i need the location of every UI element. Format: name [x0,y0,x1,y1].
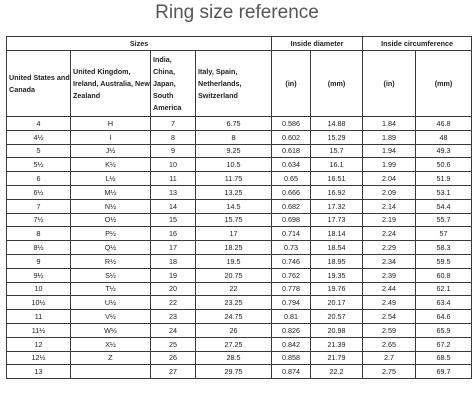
table-row [7,199,472,213]
cell-diameter-in: 0.602 [272,130,311,144]
cell-circumference-in: 2.39 [363,268,416,282]
cell-circumference-in: 2.59 [363,323,416,337]
column-header-diameter-in: (in) [272,51,311,117]
cell-diameter-in: 0.858 [272,351,311,365]
cell-circumference-mm: 57 [416,227,472,241]
table-row [7,282,472,296]
cell-circumference-in: 1.84 [363,117,416,131]
cell-circumference-mm: 67.2 [416,337,472,351]
cell-eu-size: 19.5 [196,254,272,268]
cell-circumference-in: 2.14 [363,199,416,213]
cell-asia-size: 26 [151,351,196,365]
cell-us-size: 5 [7,144,71,158]
cell-diameter-in: 0.81 [272,310,311,324]
cell-eu-size: 18.25 [196,241,272,255]
cell-uk-size: J½ [71,144,151,158]
cell-uk-size: I [71,130,151,144]
cell-asia-size: 18 [151,254,196,268]
cell-asia-size: 19 [151,268,196,282]
cell-asia-size: 13 [151,185,196,199]
cell-uk-size: P½ [71,227,151,241]
cell-eu-size: 24.75 [196,310,272,324]
column-header-us-canada: United States and Canada [7,51,71,117]
cell-asia-size: 24 [151,323,196,337]
cell-circumference-mm: 46.8 [416,117,472,131]
cell-uk-size: Q½ [71,241,151,255]
cell-eu-size: 8 [196,130,272,144]
column-header-diameter-mm: (mm) [311,51,363,117]
cell-circumference-mm: 50.6 [416,158,472,172]
table-row [7,310,472,324]
cell-diameter-in: 0.682 [272,199,311,213]
cell-eu-size: 22 [196,282,272,296]
cell-asia-size: 20 [151,282,196,296]
cell-asia-size: 23 [151,310,196,324]
cell-circumference-in: 1.89 [363,130,416,144]
cell-asia-size: 27 [151,365,196,379]
cell-diameter-in: 0.698 [272,213,311,227]
cell-uk-size: H [71,117,151,131]
cell-circumference-mm: 69.7 [416,365,472,379]
cell-us-size: 6 [7,172,71,186]
cell-us-size: 7½ [7,213,71,227]
column-header-uk-ireland-australia-nz: United Kingdom, Ireland, Australia, New Zealand [71,51,151,117]
cell-us-size: 12½ [7,351,71,365]
cell-us-size: 10 [7,282,71,296]
cell-diameter-in: 0.826 [272,323,311,337]
cell-diameter-mm: 22.2 [311,365,363,379]
cell-circumference-in: 2.24 [363,227,416,241]
cell-uk-size: U½ [71,296,151,310]
cell-diameter-mm: 16.1 [311,158,363,172]
table-body [7,117,472,379]
cell-asia-size: 25 [151,337,196,351]
cell-eu-size: 28.5 [196,351,272,365]
cell-diameter-mm: 20.57 [311,310,363,324]
cell-us-size: 12 [7,337,71,351]
cell-asia-size: 9 [151,144,196,158]
cell-eu-size: 13.25 [196,185,272,199]
cell-uk-size: R½ [71,254,151,268]
cell-asia-size: 8 [151,130,196,144]
cell-circumference-in: 2.49 [363,296,416,310]
cell-uk-size: X½ [71,337,151,351]
table-row [7,213,472,227]
cell-circumference-in: 2.29 [363,241,416,255]
column-header-circumference-in: (in) [363,51,416,117]
cell-circumference-mm: 55.7 [416,213,472,227]
cell-circumference-mm: 62.1 [416,282,472,296]
cell-circumference-in: 2.7 [363,351,416,365]
cell-circumference-in: 2.65 [363,337,416,351]
cell-eu-size: 26 [196,323,272,337]
cell-eu-size: 11.75 [196,172,272,186]
table-row [7,254,472,268]
cell-circumference-mm: 48 [416,130,472,144]
cell-uk-size: T½ [71,282,151,296]
cell-eu-size: 9.25 [196,144,272,158]
cell-diameter-mm: 19.35 [311,268,363,282]
cell-diameter-mm: 18.54 [311,241,363,255]
table-row [7,158,472,172]
cell-circumference-mm: 53.1 [416,185,472,199]
group-header-inside-circumference: Inside circumference [363,37,472,51]
table-row [7,296,472,310]
cell-circumference-in: 2.54 [363,310,416,324]
cell-diameter-in: 0.634 [272,158,311,172]
cell-circumference-in: 2.34 [363,254,416,268]
cell-circumference-mm: 49.3 [416,144,472,158]
table-row [7,323,472,337]
cell-uk-size: K½ [71,158,151,172]
cell-us-size: 6½ [7,185,71,199]
cell-eu-size: 17 [196,227,272,241]
cell-eu-size: 6.75 [196,117,272,131]
cell-eu-size: 14.5 [196,199,272,213]
cell-us-size: 11 [7,310,71,324]
cell-eu-size: 29.75 [196,365,272,379]
cell-us-size: 9½ [7,268,71,282]
cell-diameter-in: 0.762 [272,268,311,282]
cell-uk-size: O½ [71,213,151,227]
cell-diameter-mm: 21.79 [311,351,363,365]
cell-asia-size: 14 [151,199,196,213]
cell-eu-size: 15.75 [196,213,272,227]
cell-diameter-mm: 20.98 [311,323,363,337]
cell-circumference-mm: 54.4 [416,199,472,213]
table-row [7,241,472,255]
cell-uk-size: W½ [71,323,151,337]
cell-asia-size: 11 [151,172,196,186]
cell-diameter-in: 0.618 [272,144,311,158]
cell-us-size: 9 [7,254,71,268]
cell-diameter-mm: 15.29 [311,130,363,144]
cell-eu-size: 20.75 [196,268,272,282]
cell-eu-size: 27.25 [196,337,272,351]
table-row [7,130,472,144]
column-header-india-china-japan-south-america: India, China, Japan, South America [151,51,196,117]
cell-circumference-in: 2.09 [363,185,416,199]
cell-diameter-mm: 17.32 [311,199,363,213]
cell-diameter-mm: 20.17 [311,296,363,310]
cell-asia-size: 15 [151,213,196,227]
cell-us-size: 7 [7,199,71,213]
cell-asia-size: 10 [151,158,196,172]
table-row [7,337,472,351]
cell-circumference-in: 1.94 [363,144,416,158]
cell-circumference-mm: 59.5 [416,254,472,268]
cell-diameter-mm: 17.73 [311,213,363,227]
cell-diameter-mm: 18.14 [311,227,363,241]
cell-eu-size: 10.5 [196,158,272,172]
table-row [7,185,472,199]
cell-us-size: 4 [7,117,71,131]
ring-size-table [6,36,472,379]
cell-uk-size: L½ [71,172,151,186]
cell-diameter-mm: 21.39 [311,337,363,351]
table-row [7,117,472,131]
cell-asia-size: 16 [151,227,196,241]
table-row [7,144,472,158]
cell-diameter-mm: 19.76 [311,282,363,296]
table-row [7,351,472,365]
cell-uk-size: N½ [71,199,151,213]
cell-asia-size: 17 [151,241,196,255]
cell-circumference-mm: 60.8 [416,268,472,282]
cell-asia-size: 7 [151,117,196,131]
cell-circumference-mm: 65.9 [416,323,472,337]
column-header-circumference-mm: (mm) [416,51,472,117]
cell-circumference-mm: 51.9 [416,172,472,186]
table-row [7,365,472,379]
cell-diameter-in: 0.842 [272,337,311,351]
cell-uk-size: S½ [71,268,151,282]
cell-diameter-in: 0.666 [272,185,311,199]
cell-circumference-in: 2.04 [363,172,416,186]
cell-circumference-in: 1.99 [363,158,416,172]
page-title: Ring size reference [155,2,319,23]
cell-us-size: 11½ [7,323,71,337]
group-header-sizes: Sizes [7,37,272,51]
cell-diameter-mm: 16.51 [311,172,363,186]
cell-us-size: 8 [7,227,71,241]
cell-diameter-in: 0.778 [272,282,311,296]
cell-us-size: 13 [7,365,71,379]
cell-us-size: 10½ [7,296,71,310]
cell-uk-size: Z [71,351,151,365]
group-header-inside-diameter: Inside diameter [272,37,363,51]
cell-diameter-mm: 16.92 [311,185,363,199]
cell-us-size: 8½ [7,241,71,255]
cell-diameter-in: 0.794 [272,296,311,310]
cell-diameter-in: 0.73 [272,241,311,255]
cell-diameter-mm: 15.7 [311,144,363,158]
cell-circumference-mm: 64.6 [416,310,472,324]
cell-circumference-in: 2.75 [363,365,416,379]
cell-diameter-mm: 18.95 [311,254,363,268]
cell-diameter-mm: 14.88 [311,117,363,131]
cell-uk-size [71,365,151,379]
table-row [7,172,472,186]
cell-asia-size: 22 [151,296,196,310]
cell-circumference-in: 2.44 [363,282,416,296]
cell-diameter-in: 0.746 [272,254,311,268]
table-row [7,227,472,241]
cell-circumference-mm: 63.4 [416,296,472,310]
cell-circumference-in: 2.19 [363,213,416,227]
cell-diameter-in: 0.714 [272,227,311,241]
cell-diameter-in: 0.586 [272,117,311,131]
cell-eu-size: 23.25 [196,296,272,310]
cell-uk-size: V½ [71,310,151,324]
table-row [7,268,472,282]
cell-circumference-mm: 58.3 [416,241,472,255]
column-header-italy-spain-netherlands-switzerland: Italy, Spain, Netherlands, Switzerland [196,51,272,117]
cell-uk-size: M½ [71,185,151,199]
cell-circumference-mm: 68.5 [416,351,472,365]
cell-us-size: 4½ [7,130,71,144]
cell-diameter-in: 0.874 [272,365,311,379]
cell-us-size: 5½ [7,158,71,172]
cell-diameter-in: 0.65 [272,172,311,186]
